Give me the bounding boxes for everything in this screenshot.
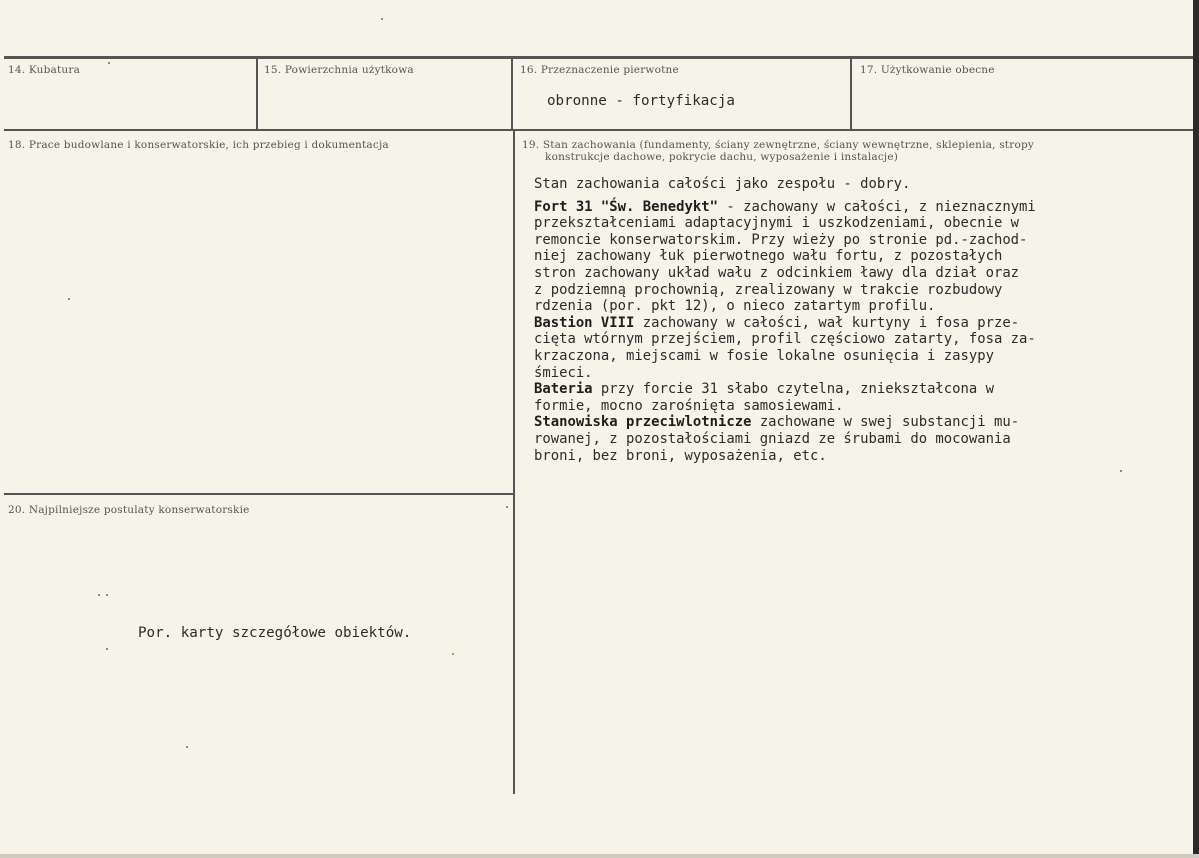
card-right-edge [1193,0,1199,858]
left-column-divider [4,493,514,495]
paper-speck [106,648,108,650]
card-bottom-edge [0,854,1199,858]
stanowiska-paragraph [534,414,1144,464]
bastion-viii-paragraph [534,315,1144,381]
fort-31-paragraph [534,199,1144,315]
paper-speck [452,653,454,655]
paper-speck [108,62,110,64]
fort-31-line-4: niej zachowany łuk pierwotnego wału fortu, z pozostałych [534,248,1003,265]
cell-divider-16-17 [850,58,852,130]
field-17-label: 17. Użytkowanie obecne [860,64,995,76]
bastion-viii-line-2: cięta wtórnym przejściem, profil częściowo zatarty, fosa za- [534,331,1036,348]
stanowiska-heading: Stanowiska przeciwlotnicze [534,414,752,431]
field-16-label: 16. Przeznaczenie pierwotne [520,64,679,76]
cell-divider-15-16 [511,58,513,130]
row-divider [4,129,1194,131]
fort-31-line-1: - zachowany w całości, z nieznacznymi [726,198,1036,215]
field-19-label-line1: 19. Stan zachowania (fundamenty, ściany zewnętrzne, ściany wewnętrzne, sklepienia, stropy [522,139,1035,151]
condition-description [534,176,1144,464]
field-20-value: Por. karty szczegółowe obiektów. [138,625,412,641]
fort-31-line-6: z podziemną prochownią, zrealizowany w trakcie rozbudowy [534,281,1003,298]
fort-31-line-3: remoncie konserwatorskim. Przy wieży po stronie pd.-zachod- [534,231,1028,248]
field-18-label: 18. Prace budowlane i konserwatorskie, ich przebieg i dokumentacja [8,139,389,151]
bastion-viii-heading: Bastion VIII [534,314,635,331]
bateria-line-2: formie, mocno zarośnięta samosiewami. [534,397,844,414]
fort-31-line-7: rdzenia (por. pkt 12), o nieco zatartym profilu. [534,298,936,315]
bateria-paragraph [534,381,1144,414]
fort-31-line-2: przekształceniami adaptacyjnymi i uszkodzeniami, obecnie w [534,215,1020,232]
bateria-line-1: przy forcie 31 słabo czytelna, zniekształcona w [600,381,994,398]
stanowiska-line-3: broni, bez broni, wyposażenia, etc. [534,447,827,464]
paper-speck [68,298,70,300]
fort-31-line-5: stron zachowany układ wału z odcinkiem ławy dla dział oraz [534,264,1020,281]
field-15-label: 15. Powierzchnia użytkowa [264,64,414,76]
paper-speck [98,594,100,596]
bateria-heading: Bateria [534,381,593,398]
paper-speck [106,594,108,596]
fort-31-heading: Fort 31 "Św. Benedykt" [534,198,718,215]
bastion-viii-line-1: zachowany w całości, wał kurtyny i fosa prze- [642,314,1020,331]
stanowiska-line-2: rowanej, z pozostałościami gniazd ze śrubami do mocowania [534,430,1011,447]
field-14-label: 14. Kubatura [8,64,81,76]
top-rule [4,56,1194,59]
bastion-viii-line-4: śmieci. [534,364,593,381]
field-16-value: obronne - fortyfikacja [547,93,735,109]
paper-speck [506,506,508,508]
field-20-label: 20. Najpilniejsze postulaty konserwatorskie [8,504,250,516]
condition-intro: Stan zachowania całości jako zespołu - dobry. [534,176,911,192]
paper-speck [1120,470,1122,472]
bastion-viii-line-3: krzaczona, miejscami w fosie lokalne osunięcia i zasypy [534,347,994,364]
stanowiska-line-1: zachowane w swej substancji mu- [759,414,1020,431]
cell-divider-14-15 [256,58,258,130]
field-19-label-line2: konstrukcje dachowe, pokrycie dachu, wyposażenie i instalacje) [545,151,899,163]
column-divider-main [513,130,515,794]
paper-speck [186,746,188,748]
paper-speck [381,18,383,20]
